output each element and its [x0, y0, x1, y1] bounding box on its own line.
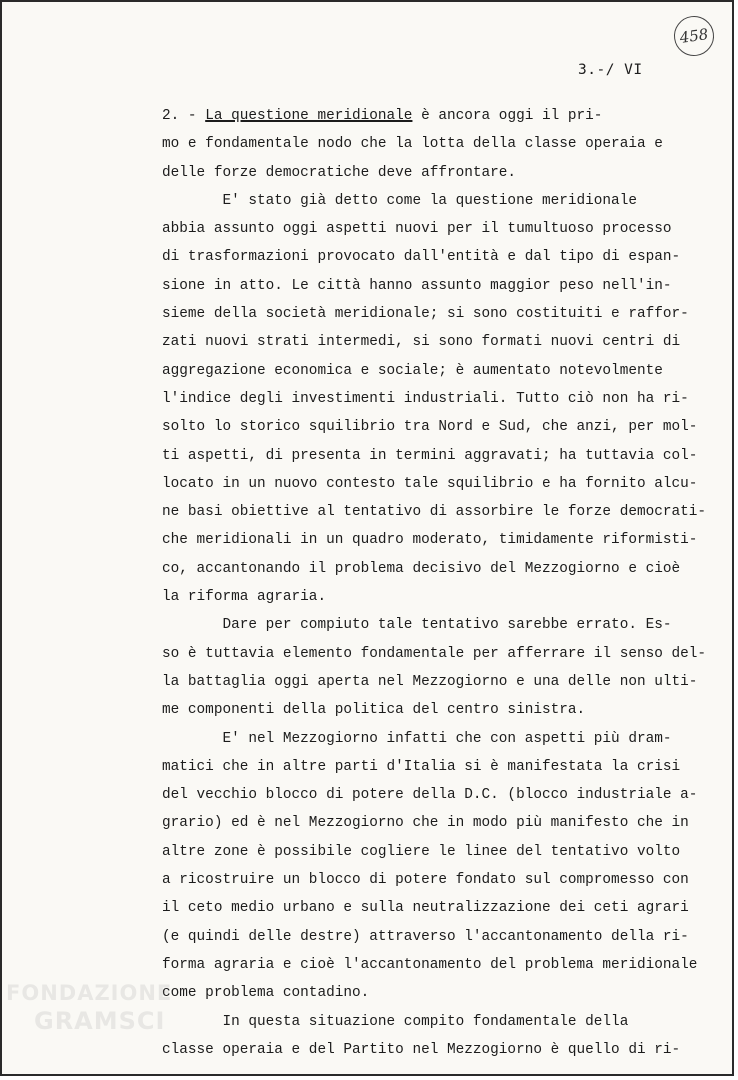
- text-line: so è tuttavia elemento fondamentale per afferrare il senso del-: [162, 645, 707, 662]
- text-line: di trasformazioni provocato dall'entità e dal tipo di espan-: [162, 249, 681, 266]
- text-line: ti aspetti, di presenta in termini aggravati; ha tuttavia col-: [162, 447, 698, 464]
- heading-suffix: è ancora oggi il pri-: [412, 108, 603, 124]
- watermark-line-1: FONDAZIONE: [6, 981, 173, 1005]
- text-line: aggregazione economica e sociale; è aumentato notevolmente: [162, 362, 663, 379]
- text-line: del vecchio blocco di potere della D.C. (blocco industriale a-: [162, 787, 698, 804]
- page-number: 3.-/ VI: [578, 62, 643, 78]
- text-line: co, accantonando il problema decisivo del Mezzogiorno e cioè: [162, 560, 681, 577]
- text-line: sieme della società meridionale; si sono costituiti e raffor-: [162, 306, 689, 323]
- text-line: l'indice degli investimenti industriali. Tutto ciò non ha ri-: [162, 390, 689, 407]
- text-line: me componenti della politica del centro sinistra.: [162, 702, 586, 719]
- text-line: la battaglia oggi aperta nel Mezzogiorno e una delle non ulti-: [162, 673, 698, 690]
- text-line: come problema contadino.: [162, 985, 370, 1002]
- text-line: abbia assunto oggi aspetti nuovi per il tumultuoso processo: [162, 221, 672, 238]
- text-line: locato in un nuovo contesto tale squilibrio e ha fornito alcu-: [162, 475, 698, 492]
- text-line: classe operaia e del Partito nel Mezzogiorno è quello di ri-: [162, 1041, 681, 1058]
- text-line: a ricostruire un blocco di potere fondato sul compromesso con: [162, 872, 689, 889]
- text-line: zati nuovi strati intermedi, si sono formati nuovi centri di: [162, 334, 681, 351]
- text-line: sione in atto. Le città hanno assunto maggior peso nell'in-: [162, 277, 672, 294]
- text-line: In questa situazione compito fondamentale della: [162, 1013, 629, 1030]
- text-line: forma agraria e cioè l'accantonamento del problema meridionale: [162, 956, 698, 973]
- text-line: la riforma agraria.: [162, 589, 327, 606]
- archive-stamp-number: 458: [678, 25, 710, 47]
- text-line: altre zone è possibile cogliere le linee del tentativo volto: [162, 843, 681, 860]
- typed-text-body: [162, 102, 722, 1064]
- text-line: che meridionali in un quadro moderato, timidamente riformisti-: [162, 532, 698, 549]
- text-line: (e quindi delle destre) attraverso l'accantonamento della ri-: [162, 928, 689, 945]
- text-line: solto lo storico squilibrio tra Nord e Sud, che anzi, per mol-: [162, 419, 698, 436]
- text-line: mo e fondamentale nodo che la lotta della classe operaia e: [162, 136, 663, 153]
- text-line: E' nel Mezzogiorno infatti che con aspetti più dram-: [162, 730, 672, 747]
- text-line: matici che in altre parti d'Italia si è manifestata la crisi: [162, 758, 681, 775]
- text-line: E' stato già detto come la questione meridionale: [162, 192, 637, 209]
- text-line: il ceto medio urbano e sulla neutralizzazione dei ceti agrari: [162, 900, 689, 917]
- archive-stamp: [671, 13, 716, 58]
- heading-title: La questione meridionale: [205, 108, 413, 124]
- heading-prefix: 2. -: [162, 108, 206, 124]
- heading-line: [162, 102, 722, 130]
- text-line: grario) ed è nel Mezzogiorno che in modo più manifesto che in: [162, 815, 689, 832]
- text-line: ne basi obiettive al tentativo di assorbire le forze democrati-: [162, 504, 707, 521]
- watermark-line-2: GRAMSCI: [34, 1007, 166, 1035]
- text-line: Dare per compiuto tale tentativo sarebbe errato. Es-: [162, 617, 672, 634]
- text-line: delle forze democratiche deve affrontare.: [162, 164, 517, 181]
